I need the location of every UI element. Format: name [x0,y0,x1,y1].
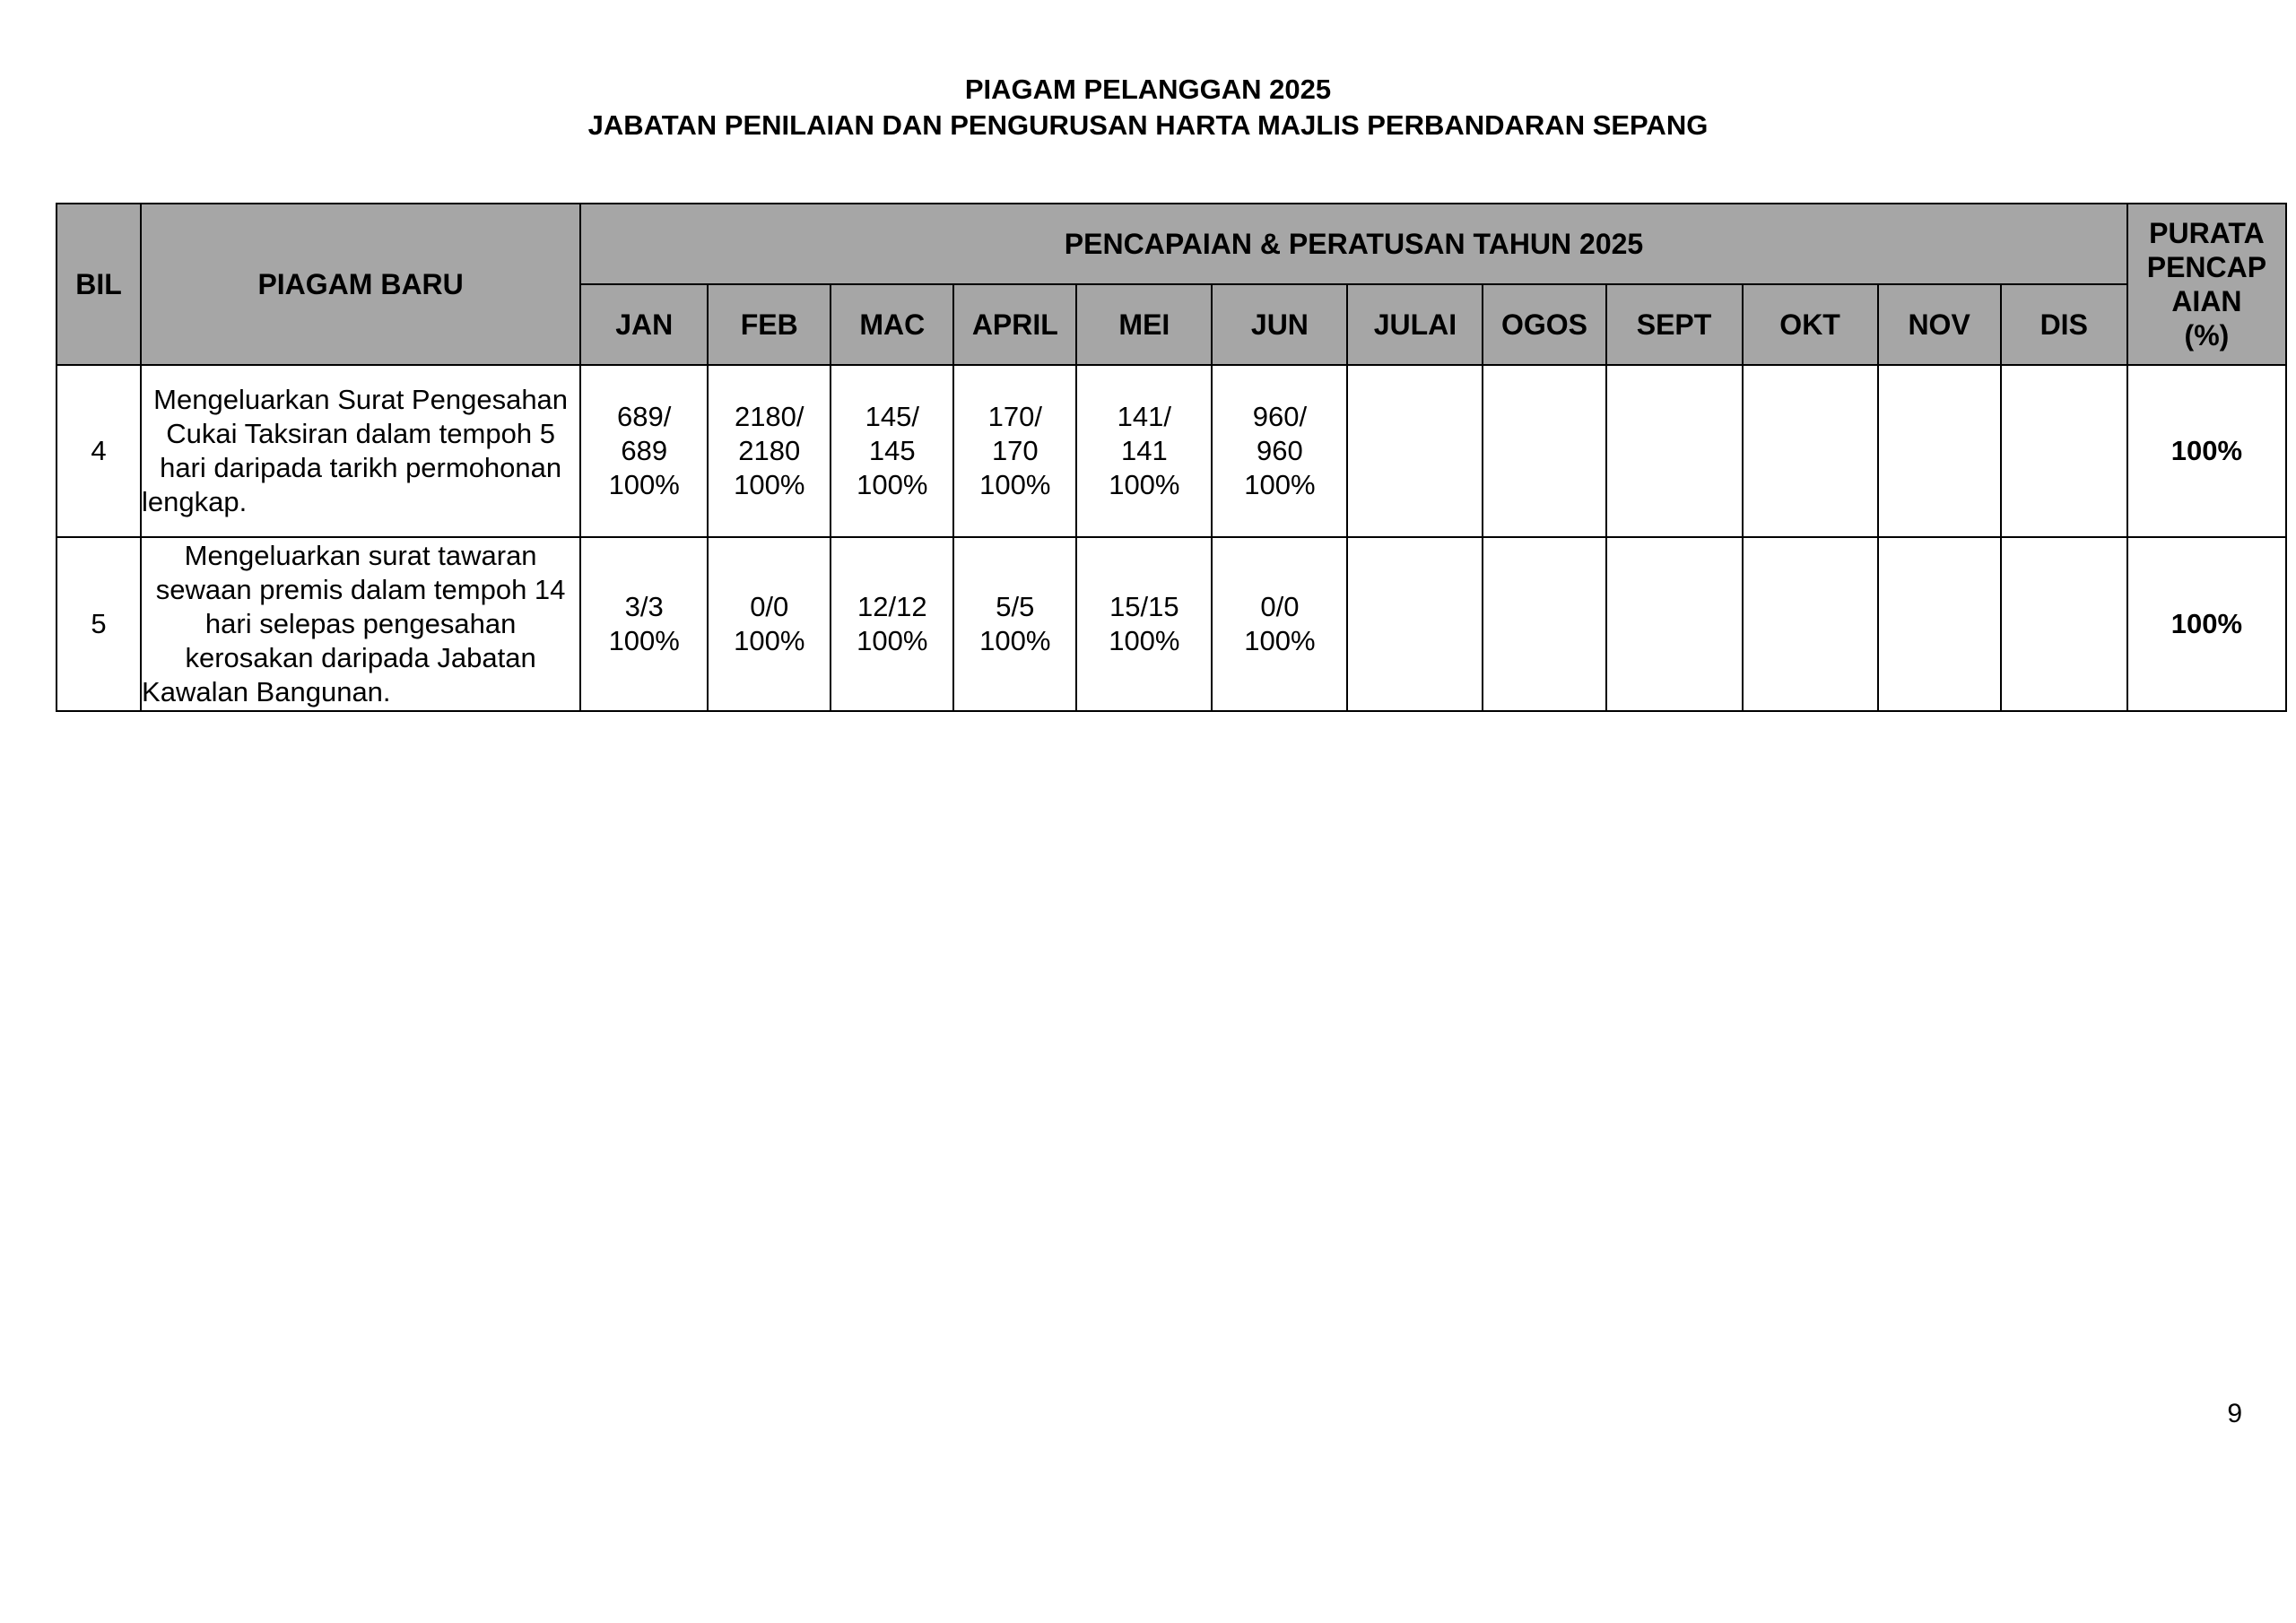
month-value-cell-empty [2001,537,2127,711]
piagam-description: Mengeluarkan Surat Pengesahan Cukai Taksiran dalam tempoh 5 hari daripada tarikh permohonan lengkap. [141,365,580,537]
header-purata-line: (%) [2184,319,2230,352]
value-line: 960/ [1252,401,1308,432]
month-value-cell-empty [1347,537,1483,711]
value-line: 960 [1257,435,1303,466]
page-title: PIAGAM PELANGGAN 2025 [964,74,1332,105]
value-line: 170/ [987,401,1042,432]
piagam-table [56,203,2287,712]
header-month-sept: SEPT [1606,284,1743,365]
bil-cell: 5 [57,537,141,711]
month-value-cell-empty [1743,365,1878,537]
header-purata-line: PURATA [2149,217,2265,249]
value-line: 100% [857,625,928,656]
month-value-cell [1212,537,1347,711]
header-month-julai: JULAI [1347,284,1483,365]
bil-cell: 4 [57,365,141,537]
month-value-cell [1076,537,1212,711]
average-cell: 100% [2127,365,2286,537]
value-line: 141/ [1117,401,1172,432]
value-line: 100% [1244,625,1316,656]
value-line: 100% [608,469,680,500]
value-line: 100% [857,469,928,500]
value-line: 689/ [617,401,672,432]
header-purata [2127,204,2286,365]
month-value-cell-empty [1483,537,1605,711]
value-line: 145 [868,435,916,466]
month-value-cell-empty [2001,365,2127,537]
header-bil: BIL [57,204,141,365]
header-month-mei: MEI [1076,284,1212,365]
header-month-ogos: OGOS [1483,284,1605,365]
header-piagam-baru: PIAGAM BARU [141,204,580,365]
value-line: 100% [1109,625,1180,656]
value-line: 0/0 [1260,591,1300,622]
value-line: 5/5 [996,591,1035,622]
month-value-cell [708,537,831,711]
month-value-cell [580,365,708,537]
header-month-jun: JUN [1212,284,1347,365]
month-value-cell-empty [1878,537,2001,711]
value-line: 2180 [738,435,801,466]
page-number: 9 [2227,1399,2242,1428]
header-month-mac: MAC [831,284,953,365]
month-value-cell-empty [1606,365,1743,537]
value-line: 12/12 [857,591,927,622]
value-line: 170 [991,435,1039,466]
page-subtitle: JABATAN PENILAIAN DAN PENGURUSAN HARTA MAJLIS PERBANDARAN SEPANG [587,109,1709,141]
header-purata-line: PENCAP [2146,251,2267,283]
value-line: 15/15 [1109,591,1179,622]
value-line: 141 [1120,435,1168,466]
month-value-cell-empty [1347,365,1483,537]
header-pencapaian-group: PENCAPAIAN & PERATUSAN TAHUN 2025 [580,204,2127,284]
month-value-cell [953,365,1076,537]
header-month-april: APRIL [953,284,1076,365]
value-line: 100% [1244,469,1316,500]
value-line: 100% [1109,469,1180,500]
month-value-cell [708,365,831,537]
value-line: 3/3 [624,591,664,622]
piagam-description: Mengeluarkan surat tawaran sewaan premis dalam tempoh 14 hari selepas pengesahan kerosakan daripada Jabatan Kawalan Bangunan. [141,537,580,711]
value-line: 100% [734,625,805,656]
month-value-cell [580,537,708,711]
header-month-dis: DIS [2001,284,2127,365]
month-value-cell [953,537,1076,711]
month-value-cell [831,537,953,711]
month-value-cell [1076,365,1212,537]
value-line: 145/ [865,401,919,432]
average-cell: 100% [2127,537,2286,711]
value-line: 689 [621,435,668,466]
header-purata-line: AIAN [2171,285,2242,317]
table-row [57,537,2286,711]
header-month-jan: JAN [580,284,708,365]
value-line: 100% [979,469,1051,500]
page-header [0,72,2296,143]
month-value-cell [831,365,953,537]
month-value-cell-empty [1483,365,1605,537]
table-row [57,365,2286,537]
header-month-nov: NOV [1878,284,2001,365]
month-value-cell [1212,365,1347,537]
header-month-feb: FEB [708,284,831,365]
value-line: 100% [979,625,1051,656]
header-month-okt: OKT [1743,284,1878,365]
month-value-cell-empty [1743,537,1878,711]
value-line: 100% [608,625,680,656]
value-line: 0/0 [750,591,789,622]
value-line: 100% [734,469,805,500]
value-line: 2180/ [734,401,804,432]
month-value-cell-empty [1878,365,2001,537]
month-value-cell-empty [1606,537,1743,711]
